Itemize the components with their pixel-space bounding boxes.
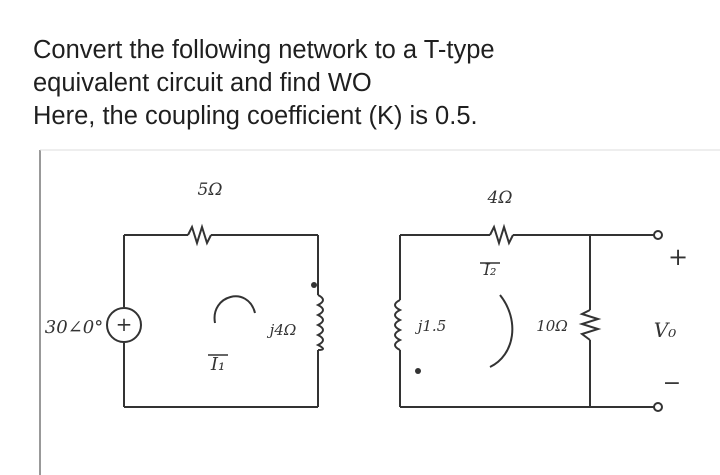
circuit-diagram	[0, 145, 720, 475]
dot-marker-right	[415, 368, 421, 374]
question-line-2: equivalent circuit and find WO	[33, 69, 372, 97]
question-line-1: Convert the following network to a T-type	[33, 36, 495, 64]
output-minus-sign: −	[662, 371, 682, 396]
source-label: 30∠0°	[44, 317, 104, 338]
right-current-label: I₂	[483, 260, 497, 279]
left-resistor-label: 5Ω	[197, 180, 223, 200]
left-loop	[124, 227, 318, 407]
dot-marker-left	[311, 282, 317, 288]
left-inductor-label: j4Ω	[269, 321, 297, 339]
question-text	[33, 34, 495, 133]
output-voltage-label: V₀	[653, 318, 677, 342]
load-resistor-icon	[582, 310, 598, 340]
mesh-current-arrow-left	[215, 296, 255, 323]
right-resistor-label: 4Ω	[487, 188, 513, 208]
left-inductor-icon	[318, 295, 323, 350]
circuit-figure	[0, 145, 720, 475]
source-polarity-plus: +	[115, 312, 133, 336]
right-inductor-icon	[395, 300, 400, 350]
question-line-3: Here, the coupling coefficient (K) is 0.5.	[33, 102, 478, 130]
output-plus-sign: +	[667, 243, 689, 271]
load-resistor-label: 10Ω	[536, 317, 568, 335]
mesh-current-arrow-right	[490, 295, 512, 367]
right-inductor-label: j1.5	[417, 317, 447, 335]
left-current-label: I₁	[210, 354, 226, 375]
output-terminal-top	[654, 231, 662, 239]
output-terminal-bottom	[654, 403, 662, 411]
